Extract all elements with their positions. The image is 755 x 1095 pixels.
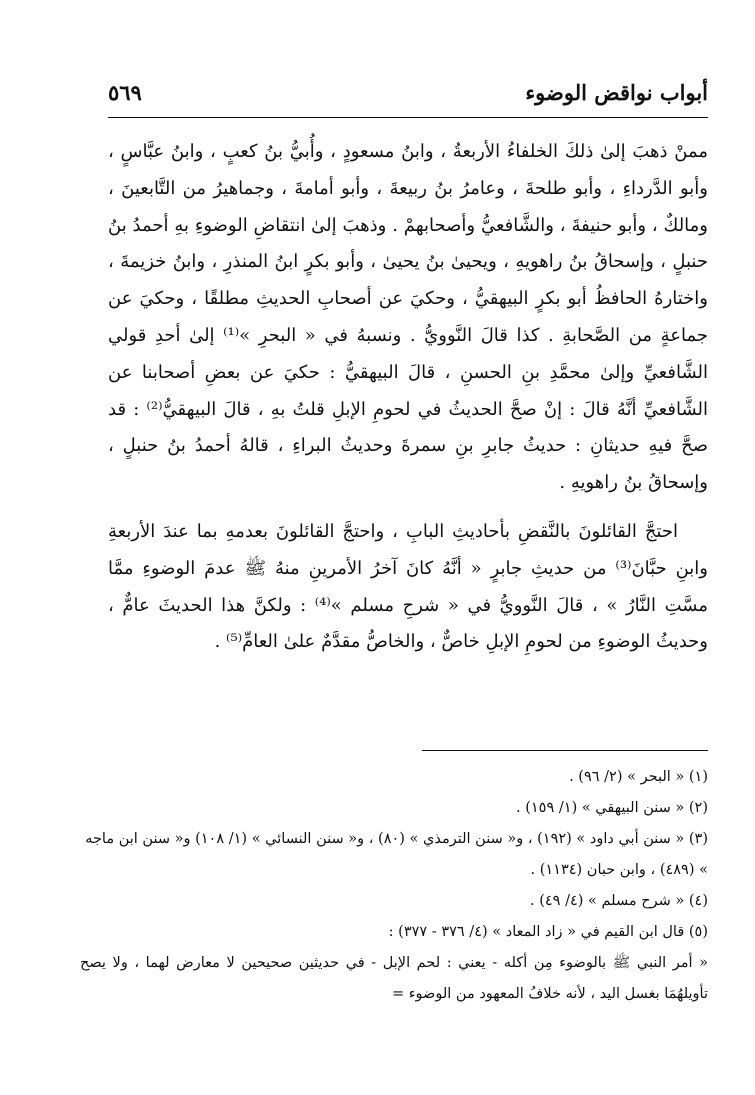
running-title: أبواب نواقض الوضوء — [525, 80, 708, 105]
footnote-quote: « أمر النبي ﷺ بالوضوء مِن أكله - يعني : لحم الإبل - في حديثين صحيحين لا معارض لهما ، ولا يصح تأويلهُمَا بغسل اليد ، لأنه خلافُ المعهود من الوضوء = — [80, 955, 708, 1002]
footnote: (٤) « شرح مسلم » (٤/ ٤٩) . — [530, 893, 708, 909]
footnote: (٥) قال ابن القيم في « زاد المعاد » (٤/ ٣٧٦ - ٣٧٧) : — [388, 924, 708, 940]
footnote: (٢) « سنن البيهقي » (١/ ١٥٩) . — [516, 800, 708, 816]
footnote-separator — [422, 750, 708, 751]
footnote: (١) « البحر » (٢/ ٩٦) . — [569, 769, 708, 785]
footnote: (٣) « سنن أبي داود » (١٩٢) ، و« سنن الترمذي » (٨٠) ، و« سنن النسائي » (١/ ١٠٨) و« سنن ابن ماجه » (٤٨٩) ، وابن حبان (١١٣٤) . — [85, 831, 708, 878]
header-rule — [108, 117, 708, 118]
main-text — [108, 134, 708, 661]
paragraph: ممنْ ذهبَ إلىٰ ذلكَ الخلفاءُ الأربعةُ ، وابنُ مسعودٍ ، وأُبيُّ بنُ كعبٍ ، وابنُ عبَّاسٍ ، وأبو الدَّرداءِ ، وأبو طلحةَ ، وعامرُ بنُ ربيعةَ ، وأبو أمامةَ ، وجماهيرُ من التَّابعينَ ، ومالكٌ ، وأبو حنيفةَ ، والشَّافعيُّ وأصحابهمْ . وذهبَ إلىٰ انتقاضِ الوضوءِ بهِ أحمدُ بنُ حنبلٍ ، وإسحاقُ بنُ راهويهِ ، ويحيىٰ بنُ يحيىٰ ، وأبو بكرٍ ابنُ المنذرِ ، وابنُ خزيمةَ ، واختارهُ الحافظُ أبو بكرٍ البيهقيُّ ، وحكيَ عن أصحابِ الحديثِ مطلقًا ، وحكيَ عن جماعةٍ من الصَّحابةِ . كذا قالَ النَّوويُّ . ونسبهُ في « البحرِ »⁽¹⁾ إلىٰ أحدِ قولي الشَّافعيِّ وإلىٰ محمَّدِ بنِ الحسنِ ، قالَ البيهقيُّ : حكيَ عن بعضِ أصحابنا عن الشَّافعيِّ أنَّهُ قالَ : إنْ صحَّ الحديثُ في لحومِ الإبلِ قلتُ بهِ ، قالَ البيهقيُّ⁽²⁾ : قد صحَّ فيهِ حديثانِ : حديثُ جابرِ بنِ سمرةَ وحديثُ البراءِ ، قالهُ أحمدُ بنُ حنبلٍ ، وإسحاقُ بنُ راهويهِ . — [108, 141, 709, 494]
footnotes — [80, 762, 708, 1010]
page-header — [108, 78, 708, 114]
paragraph: احتجَّ القائلونَ بالنَّقضِ بأحاديثِ البابِ ، واحتجَّ القائلونَ بعدمهِ بما عندَ الأربعةِ وابنِ حبَّانَ⁽³⁾ من حديثِ جابرٍ « أنَّهُ كانَ آخرُ الأمرينِ منهُ ﷺ عدمَ الوضوءِ ممَّا مسَّتِ النَّارُ » ، قالَ النَّوويُّ في « شرحِ مسلم »⁽⁴⁾ : ولكنَّ هذا الحديثَ عامٌّ ، وحديثُ الوضوءِ من لحومِ الإبلِ خاصٌّ ، والخاصُّ مقدَّمٌ علىٰ العامِّ⁽⁵⁾ . — [108, 520, 709, 653]
page-number: ٥٦٩ — [108, 80, 142, 105]
